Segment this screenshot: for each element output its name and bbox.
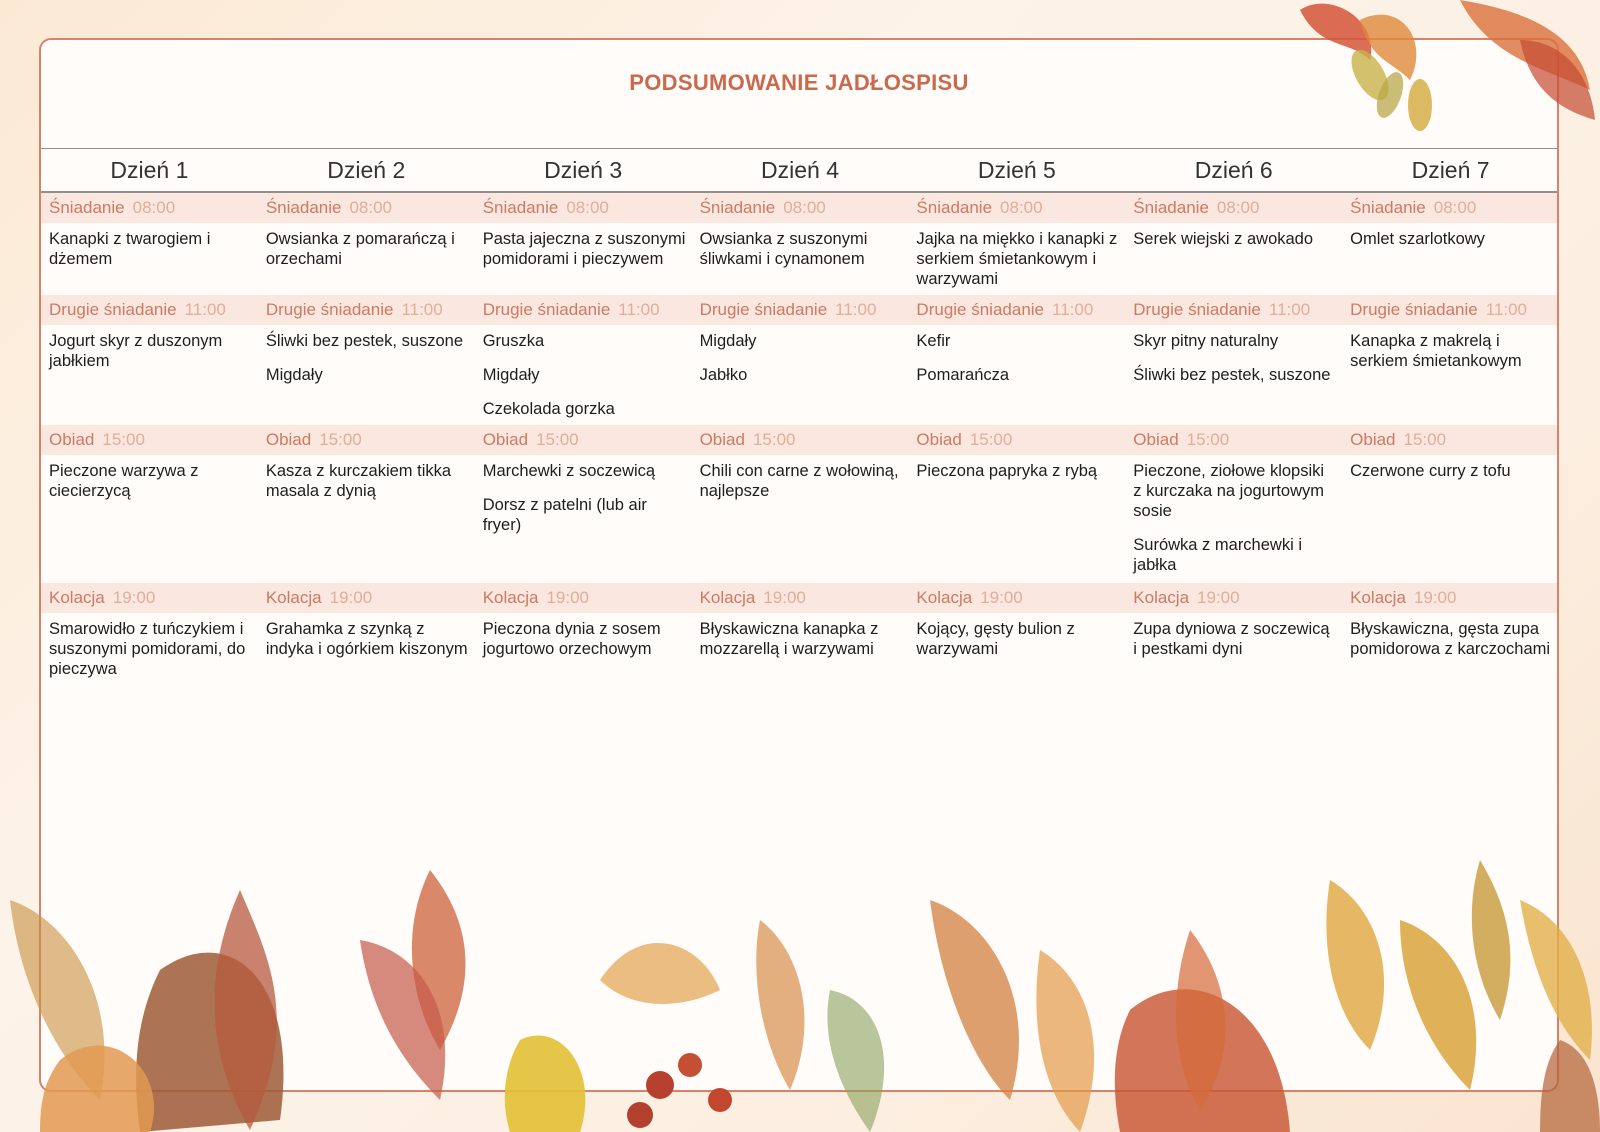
meal-cell: [258, 223, 475, 295]
dish-item: Owsianka z pomarańczą i orzechami: [265, 230, 455, 268]
dish-item: Migdały: [265, 366, 323, 384]
meal-cell: [1342, 325, 1559, 425]
meal-time: 19:00: [1197, 588, 1240, 607]
meal-time: 19:00: [546, 588, 590, 607]
meal-time: 15:00: [1186, 430, 1230, 449]
meal-name: Kolacja: [49, 588, 105, 607]
meal-name: Śniadanie: [916, 198, 993, 217]
meal-time: 11:00: [1268, 300, 1311, 319]
meal-header: [692, 425, 909, 455]
meal-time: 11:00: [184, 300, 226, 319]
dish-item: Grahamka z szynką z indyka i ogórkiem kiszonym: [265, 620, 468, 658]
meal-name: Śniadanie: [1350, 198, 1426, 217]
meal-header: [692, 295, 909, 325]
meal-time: 08:00: [132, 198, 176, 217]
meal-plan-grid: [41, 148, 1559, 703]
meal-time: 08:00: [1000, 198, 1043, 217]
meal-header: [692, 583, 909, 613]
day-header-1: Dzień 1: [41, 149, 258, 193]
meal-name: Drugie śniadanie: [1133, 300, 1261, 319]
dish-item: Jajka na miękko i kanapki z serkiem śmietankowym i warzywami: [916, 230, 1118, 288]
dish-item: Czerwone curry z tofu: [1350, 462, 1511, 480]
meal-header: [258, 193, 475, 223]
meal-header: [41, 193, 258, 223]
meal-cell: [692, 223, 909, 295]
page-title: PODSUMOWANIE JADŁOSPISU: [629, 70, 969, 95]
meal-cell: [258, 455, 475, 583]
autumn-leaves-icon: [0, 860, 1600, 1132]
meal-time: 19:00: [329, 588, 373, 607]
meal-header: [475, 193, 692, 223]
meal-cell: [41, 613, 258, 703]
meal-time: 08:00: [349, 198, 393, 217]
day-header-5: Dzień 5: [908, 149, 1125, 193]
meal-cell: [1342, 455, 1559, 583]
dish-item: Pieczona papryka z rybą: [916, 462, 1098, 480]
meal-name: Drugie śniadanie: [265, 300, 394, 319]
meal-header: [1342, 193, 1559, 223]
meal-name: Drugie śniadanie: [1350, 300, 1478, 319]
dish-item: Pieczone warzywa z ciecierzycą: [49, 462, 199, 500]
dish-item: Czekolada gorzka: [482, 400, 615, 418]
meal-time: 15:00: [319, 430, 362, 449]
meal-time: 19:00: [763, 588, 806, 607]
meal-time: 08:00: [566, 198, 609, 217]
meal-cell: [908, 223, 1125, 295]
dish-item: Chili con carne z wołowiną, najlepsze: [699, 462, 899, 500]
dish-item: Jabłko: [699, 366, 748, 384]
dish-item: Migdały: [699, 332, 757, 350]
meal-cell: [908, 455, 1125, 583]
meal-name: Obiad: [1133, 430, 1179, 449]
meal-header: [258, 583, 475, 613]
meal-header: [258, 425, 475, 455]
meal-cell: [475, 613, 692, 703]
meal-cell: [908, 325, 1125, 425]
meal-name: Obiad: [265, 430, 312, 449]
dish-item: Pasta jajeczna z suszonymi pomidorami i pieczywem: [482, 230, 686, 268]
meal-header: [908, 295, 1125, 325]
dish-item: Błyskawiczna kanapka z mozzarellą i warzywami: [699, 620, 879, 658]
dish-item: Pieczone, ziołowe klopsiki z kurczaka na jogurtowym sosie: [1133, 462, 1325, 520]
dish-item: Omlet szarlotkowy: [1350, 230, 1485, 248]
meal-header: [908, 425, 1125, 455]
autumn-leaves-icon: [1260, 0, 1600, 150]
meal-header: [1342, 583, 1559, 613]
meal-header: [258, 295, 475, 325]
meal-time: 11:00: [618, 300, 660, 319]
meal-name: Obiad: [1350, 430, 1396, 449]
meal-cell: [41, 455, 258, 583]
meal-time: 08:00: [783, 198, 826, 217]
meal-name: Śniadanie: [699, 198, 776, 217]
meal-cell: [908, 613, 1125, 703]
meal-cell: [692, 325, 909, 425]
dish-item: Śliwki bez pestek, suszone: [1133, 366, 1331, 384]
meal-header: [41, 583, 258, 613]
meal-cell: [41, 325, 258, 425]
meal-header: [1125, 193, 1342, 223]
meal-header: [1125, 583, 1342, 613]
meal-cell: [1125, 223, 1342, 295]
dish-item: Skyr pitny naturalny: [1133, 332, 1279, 350]
meal-name: Kolacja: [1350, 588, 1406, 607]
meal-header: [475, 295, 692, 325]
meal-cell: [1125, 455, 1342, 583]
dish-item: Kasza z kurczakiem tikka masala z dynią: [265, 462, 452, 500]
meal-name: Obiad: [49, 430, 95, 449]
meal-cell: [692, 613, 909, 703]
dish-item: Jogurt skyr z duszonym jabłkiem: [49, 332, 223, 370]
day-header-6: Dzień 6: [1125, 149, 1342, 193]
meal-name: Kolacja: [1133, 588, 1190, 607]
meal-cell: [475, 223, 692, 295]
day-header-2: Dzień 2: [258, 149, 475, 193]
meal-time: 15:00: [536, 430, 579, 449]
meal-name: Kolacja: [265, 588, 322, 607]
day-header-3: Dzień 3: [475, 149, 692, 193]
dish-item: Serek wiejski z awokado: [1133, 230, 1314, 248]
meal-name: Obiad: [482, 430, 529, 449]
meal-time: 15:00: [969, 430, 1013, 449]
meal-header: [692, 193, 909, 223]
dish-item: Pieczona dynia z sosem jogurtowo orzechowym: [482, 620, 661, 658]
dish-item: Pomarańcza: [916, 366, 1010, 384]
meal-header: [908, 583, 1125, 613]
dish-item: Dorsz z patelni (lub air fryer): [482, 496, 647, 534]
meal-time: 11:00: [835, 300, 877, 319]
meal-cell: [258, 325, 475, 425]
dish-item: Kefir: [916, 332, 951, 350]
dish-item: Kojący, gęsty bulion z warzywami: [916, 620, 1075, 658]
meal-header: [1125, 295, 1342, 325]
meal-cell: [1125, 325, 1342, 425]
dish-item: Migdały: [482, 366, 540, 384]
meal-time: 15:00: [1403, 430, 1447, 449]
dish-item: Owsianka z suszonymi śliwkami i cynamonem: [699, 230, 868, 268]
meal-cell: [475, 455, 692, 583]
meal-time: 19:00: [1413, 588, 1457, 607]
meal-header: [908, 193, 1125, 223]
meal-name: Śniadanie: [1133, 198, 1209, 217]
meal-name: Śniadanie: [265, 198, 342, 217]
meal-time: 11:00: [401, 300, 443, 319]
meal-time: 15:00: [102, 430, 145, 449]
meal-name: Drugie śniadanie: [49, 300, 177, 319]
meal-name: Kolacja: [699, 588, 756, 607]
dish-item: Błyskawiczna, gęsta zupa pomidorowa z karczochami: [1350, 620, 1551, 658]
meal-time: 08:00: [1433, 198, 1477, 217]
meal-header: [1125, 425, 1342, 455]
meal-name: Śniadanie: [482, 198, 559, 217]
meal-cell: [41, 223, 258, 295]
meal-cell: [258, 613, 475, 703]
meal-cell: [1342, 613, 1559, 703]
dish-item: Marchewki z soczewicą: [482, 462, 656, 480]
dish-item: Surówka z marchewki i jabłka: [1133, 536, 1302, 574]
meal-name: Drugie śniadanie: [482, 300, 611, 319]
meal-header: [41, 295, 258, 325]
meal-header: [475, 583, 692, 613]
meal-name: Drugie śniadanie: [699, 300, 828, 319]
meal-name: Drugie śniadanie: [916, 300, 1045, 319]
meal-name: Obiad: [699, 430, 745, 449]
dish-item: Kanapki z twarogiem i dżemem: [49, 230, 211, 268]
dish-item: Śliwki bez pestek, suszone: [265, 332, 464, 350]
meal-time: 08:00: [1216, 198, 1260, 217]
dish-item: Smarowidło z tuńczykiem i suszonymi pomidorami, do pieczywa: [49, 620, 246, 678]
meal-name: Kolacja: [916, 588, 973, 607]
meal-header: [1342, 295, 1559, 325]
meal-name: Śniadanie: [49, 198, 125, 217]
dish-item: Kanapka z makrelą i serkiem śmietankowym: [1350, 332, 1522, 370]
day-header-7: Dzień 7: [1342, 149, 1559, 193]
meal-time: 15:00: [752, 430, 796, 449]
meal-header: [475, 425, 692, 455]
meal-time: 11:00: [1485, 300, 1528, 319]
meal-name: Obiad: [916, 430, 962, 449]
meal-time: 19:00: [112, 588, 156, 607]
meal-header: [41, 425, 258, 455]
meal-cell: [1342, 223, 1559, 295]
meal-name: Kolacja: [482, 588, 539, 607]
meal-cell: [1125, 613, 1342, 703]
meal-cell: [692, 455, 909, 583]
meal-time: 11:00: [1052, 300, 1094, 319]
meal-cell: [475, 325, 692, 425]
meal-time: 19:00: [980, 588, 1023, 607]
dish-item: Gruszka: [482, 332, 545, 350]
meal-header: [1342, 425, 1559, 455]
day-header-4: Dzień 4: [692, 149, 909, 193]
dish-item: Zupa dyniowa z soczewicą i pestkami dyni: [1133, 620, 1330, 658]
